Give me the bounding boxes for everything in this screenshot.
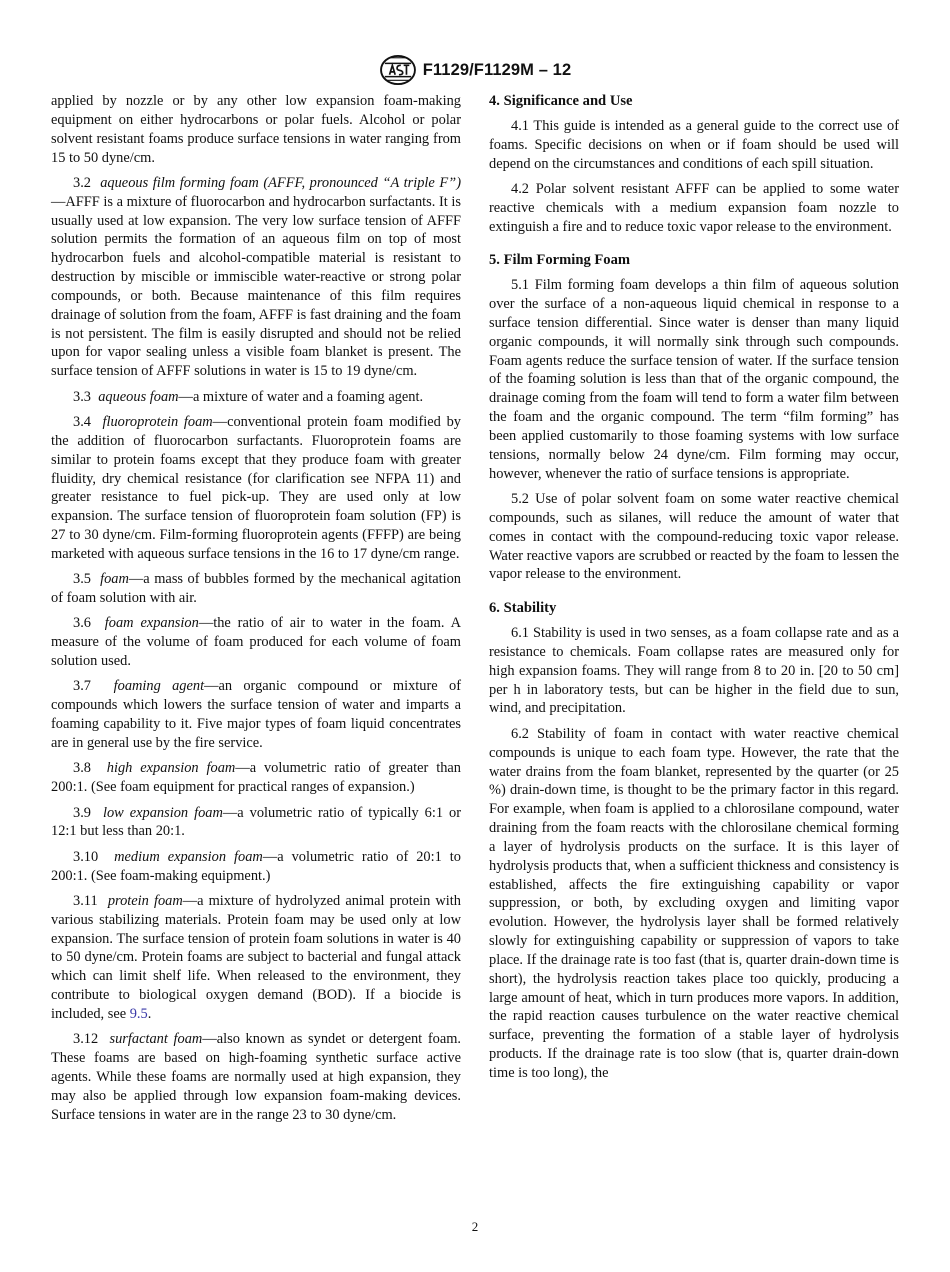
definition-text: —also known as syndet or detergent foam. These foams are based on high-foaming synthetic surface active agents. While these foams are normally used at high expansion, they may also be applied through low expansion foam-making devices. Surface tensions in water are in the range 23 to 30 dyne/cm.	[51, 1031, 462, 1123]
definition-3-7	[51, 677, 461, 752]
term: medium expansion foam	[114, 848, 263, 865]
term: surfactant foam	[109, 1031, 203, 1048]
definition-3-2	[51, 174, 461, 381]
definition-text: —conventional protein foam modified by the addition of fluorocarbon surfactants. Fluoroprotein foams are similar to protein foams except that they produce foam with greater fluidity, dry chemical resistance (for clarification see NFPA 11) and greater resistance to fuel pick-up. They are used only at low expansion. The surface tension of fluoroprotein foam solution (FP) is 27 to 30 dyne/cm. Film-forming fluoroprotein agents (FFFP) are being marketed with aqueous surface tensions in the 16 to 17 dyne/cm range.	[51, 414, 461, 562]
term: high expansion foam	[106, 760, 236, 777]
section-number: 3.10	[73, 848, 99, 865]
section-heading-4: 4. Significance and Use	[489, 93, 633, 109]
paragraph-6-2: 6.2 Stability of foam in contact with water reactive chemical compounds is unique to each foam type. However, the rate that the water drains from the foam blanket, represented by the quarter (or 25 %) drain-down time, is thought to be the primary factor in this regard. For example, when foam is applied to a chlorosilane compound, water draining from the foam reacts with the chlorosilane chemical forming a layer of hydrolysis products on the surface. It is this layer of hydrolysis products that, when a sufficient thickness and consistency is established, affects the fire extinguishing capability or vapor suppression, or both, by excluding oxygen and limiting vapor evolution. However, the hydrolysis layer shall be formed relatively slowly for extinguishing capability or suppression of vapors to take place. If the drainage rate is too fast (that is, quarter drain-down time is short), the hydrolysis reaction takes place too quickly, producing a large amount of heat, which in turn produces more vapors. In addition, the rapid reaction causes turbulence on the water reactive chemical surface, preventing the formation of a stable layer of hydrolysis products. If the drainage rate is too slow (that is, quarter drain-down time is too long), the	[489, 725, 899, 1081]
section-number: 3.8	[73, 760, 91, 777]
definition-text: —a volumetric ratio of 20:1 to 200:1. (See foam-making equipment.)	[51, 848, 461, 884]
paragraph-6-1: 6.1 Stability is used in two senses, as a foam collapse rate and as a resistance to chemicals. Foam collapse rates are measured only for high expansion foams. They will range from 8 to 20 in. [20 to 50 cm] per h in laboratory tests, but can be higher in the field due to sun, wind, and precipitation.	[489, 625, 899, 717]
definition-text: —AFFF is a mixture of fluorocarbon and hydrocarbon surfactants. It is usually used at low expansion. The very low surface tension of AFFF solution permits the formation of an aqueous film on top of most hydrocarbon fuels and alcohol-compatible material is resistant to destruction by miscible or immiscible water-reactive or strong polar compounds, or both. Because maintenance of this film requires drainage of solution from the foam, AFFF is fast draining and the foam is not persistent. The film is easily disrupted and should not be relied upon for vapor sealing unless a visible foam blanket is present. The surface tension of AFFF solutions in water is 15 to 19 dyne/cm.	[51, 193, 461, 380]
left-column	[51, 92, 461, 1131]
term: fluoroprotein foam	[102, 414, 213, 430]
definition-3-6	[51, 614, 461, 671]
term: foam expansion	[104, 615, 199, 632]
section-number: 3.11	[73, 892, 98, 909]
paragraph-3-1-continued: applied by nozzle or by any other low expansion foam-making equipment on either hydrocarbons or polar fuels. Alcohol or polar solvent resistant foams produce surface tensions in water ranging from 15 to 50 dyne/cm.	[51, 93, 461, 166]
definition-text: —a volumetric ratio of greater than 200:1. (See foam equipment for practical ranges of expansion.)	[51, 760, 461, 796]
section-number: 3.7	[73, 678, 91, 695]
definition-3-10	[51, 848, 461, 886]
astm-logo-icon	[379, 54, 417, 86]
definition-text: —a mass of bubbles formed by the mechanical agitation of foam solution with air.	[51, 571, 461, 607]
definition-3-11	[51, 892, 461, 1024]
cross-reference-link[interactable]: 9.5	[129, 1005, 148, 1022]
section-number: 3.3	[73, 388, 91, 405]
term: foaming agent	[113, 678, 205, 695]
definition-3-5	[51, 570, 461, 608]
definition-3-3	[51, 388, 461, 407]
right-column	[489, 92, 899, 1089]
term: aqueous film forming foam (AFFF, pronounced “A triple F”)	[100, 174, 461, 191]
definition-3-8	[51, 759, 461, 797]
term: low expansion foam	[102, 804, 223, 821]
section-number: 3.5	[73, 571, 91, 588]
section-number: 3.9	[73, 804, 91, 821]
term: foam	[100, 571, 129, 588]
definition-3-9	[51, 804, 461, 842]
definition-3-12	[51, 1030, 461, 1124]
paragraph-5-2: 5.2 Use of polar solvent foam on some water reactive chemical compounds, such as silanes, will reduce the amount of water that comes in contact with the compound-reducing toxic vapor release. Water reactive vapors are scrubbed or reacted by the foam to lessen the vapor release to the environment.	[489, 491, 899, 583]
section-number: 3.12	[73, 1031, 99, 1048]
paragraph-5-1: 5.1 Film forming foam develops a thin film of aqueous solution over the surface of a non-aqueous liquid chemical in response to a surface tension differential. Since water is denser than many liquid organic compounds, it will normally sink through such compounds. Foam agents reduce the surface tension of water. If the surface tension of the foaming solution is less than that of the organic compound, the drainage coming from the foam will tend to form a water film between the foam and the organic compound. The term “film forming” has been applied customarily to those foaming systems with low surface tensions, normally below 24 dyne/cm. Film forming may occur, however, whenever the ratio of surface tensions is appropriate.	[489, 277, 899, 482]
paragraph-4-1: 4.1 This guide is intended as a general guide to the correct use of foams. Specific decisions on when or if foam should be used will depend on the circumstances and conditions of each spill situation.	[489, 117, 899, 172]
document-designation: F1129/F1129M – 12	[422, 60, 572, 79]
section-heading-6: 6. Stability	[489, 600, 557, 617]
term: aqueous foam	[98, 388, 179, 405]
term: protein foam	[107, 892, 183, 909]
section-heading-5: 5. Film Forming Foam	[489, 252, 631, 269]
definition-3-4	[51, 413, 461, 564]
page-header	[0, 54, 950, 86]
page-number: 2	[471, 1219, 479, 1234]
section-number: 3.4	[73, 414, 91, 430]
section-number: 3.6	[73, 615, 91, 632]
definition-text: —an organic compound or mixture of compounds which lowers the surface tension of water and imparts a foaming capability to it. Five major types of foam liquid concentrates are in general use by the fire service.	[51, 678, 461, 751]
sentence-end: .	[147, 1005, 152, 1022]
section-number: 3.2	[73, 174, 91, 191]
definition-text: —a volumetric ratio of typically 6:1 or 12:1 but less than 20:1.	[51, 804, 462, 840]
definition-text: —a mixture of hydrolyzed animal protein with various stabilizing materials. Protein foam may be used only at low expansion. The surface tension of protein foam solutions in water is 40 to 50 dyne/cm. Protein foams are subject to bacterial and fungal attack which can limit shelf life. When released to the environment, they contribute to biological oxygen demand (BOD). If a biocide is included, see	[51, 892, 461, 1022]
definition-text: —the ratio of air to water in the foam. A measure of the volume of foam produced for each volume of foam solution used.	[51, 615, 462, 670]
definition-text: —a mixture of water and a foaming agent.	[178, 388, 424, 405]
paragraph-4-2: 4.2 Polar solvent resistant AFFF can be applied to some water reactive chemicals with a medium expansion foam nozzle to extinguish a fire and to reduce toxic vapor release to the environment.	[489, 180, 899, 235]
